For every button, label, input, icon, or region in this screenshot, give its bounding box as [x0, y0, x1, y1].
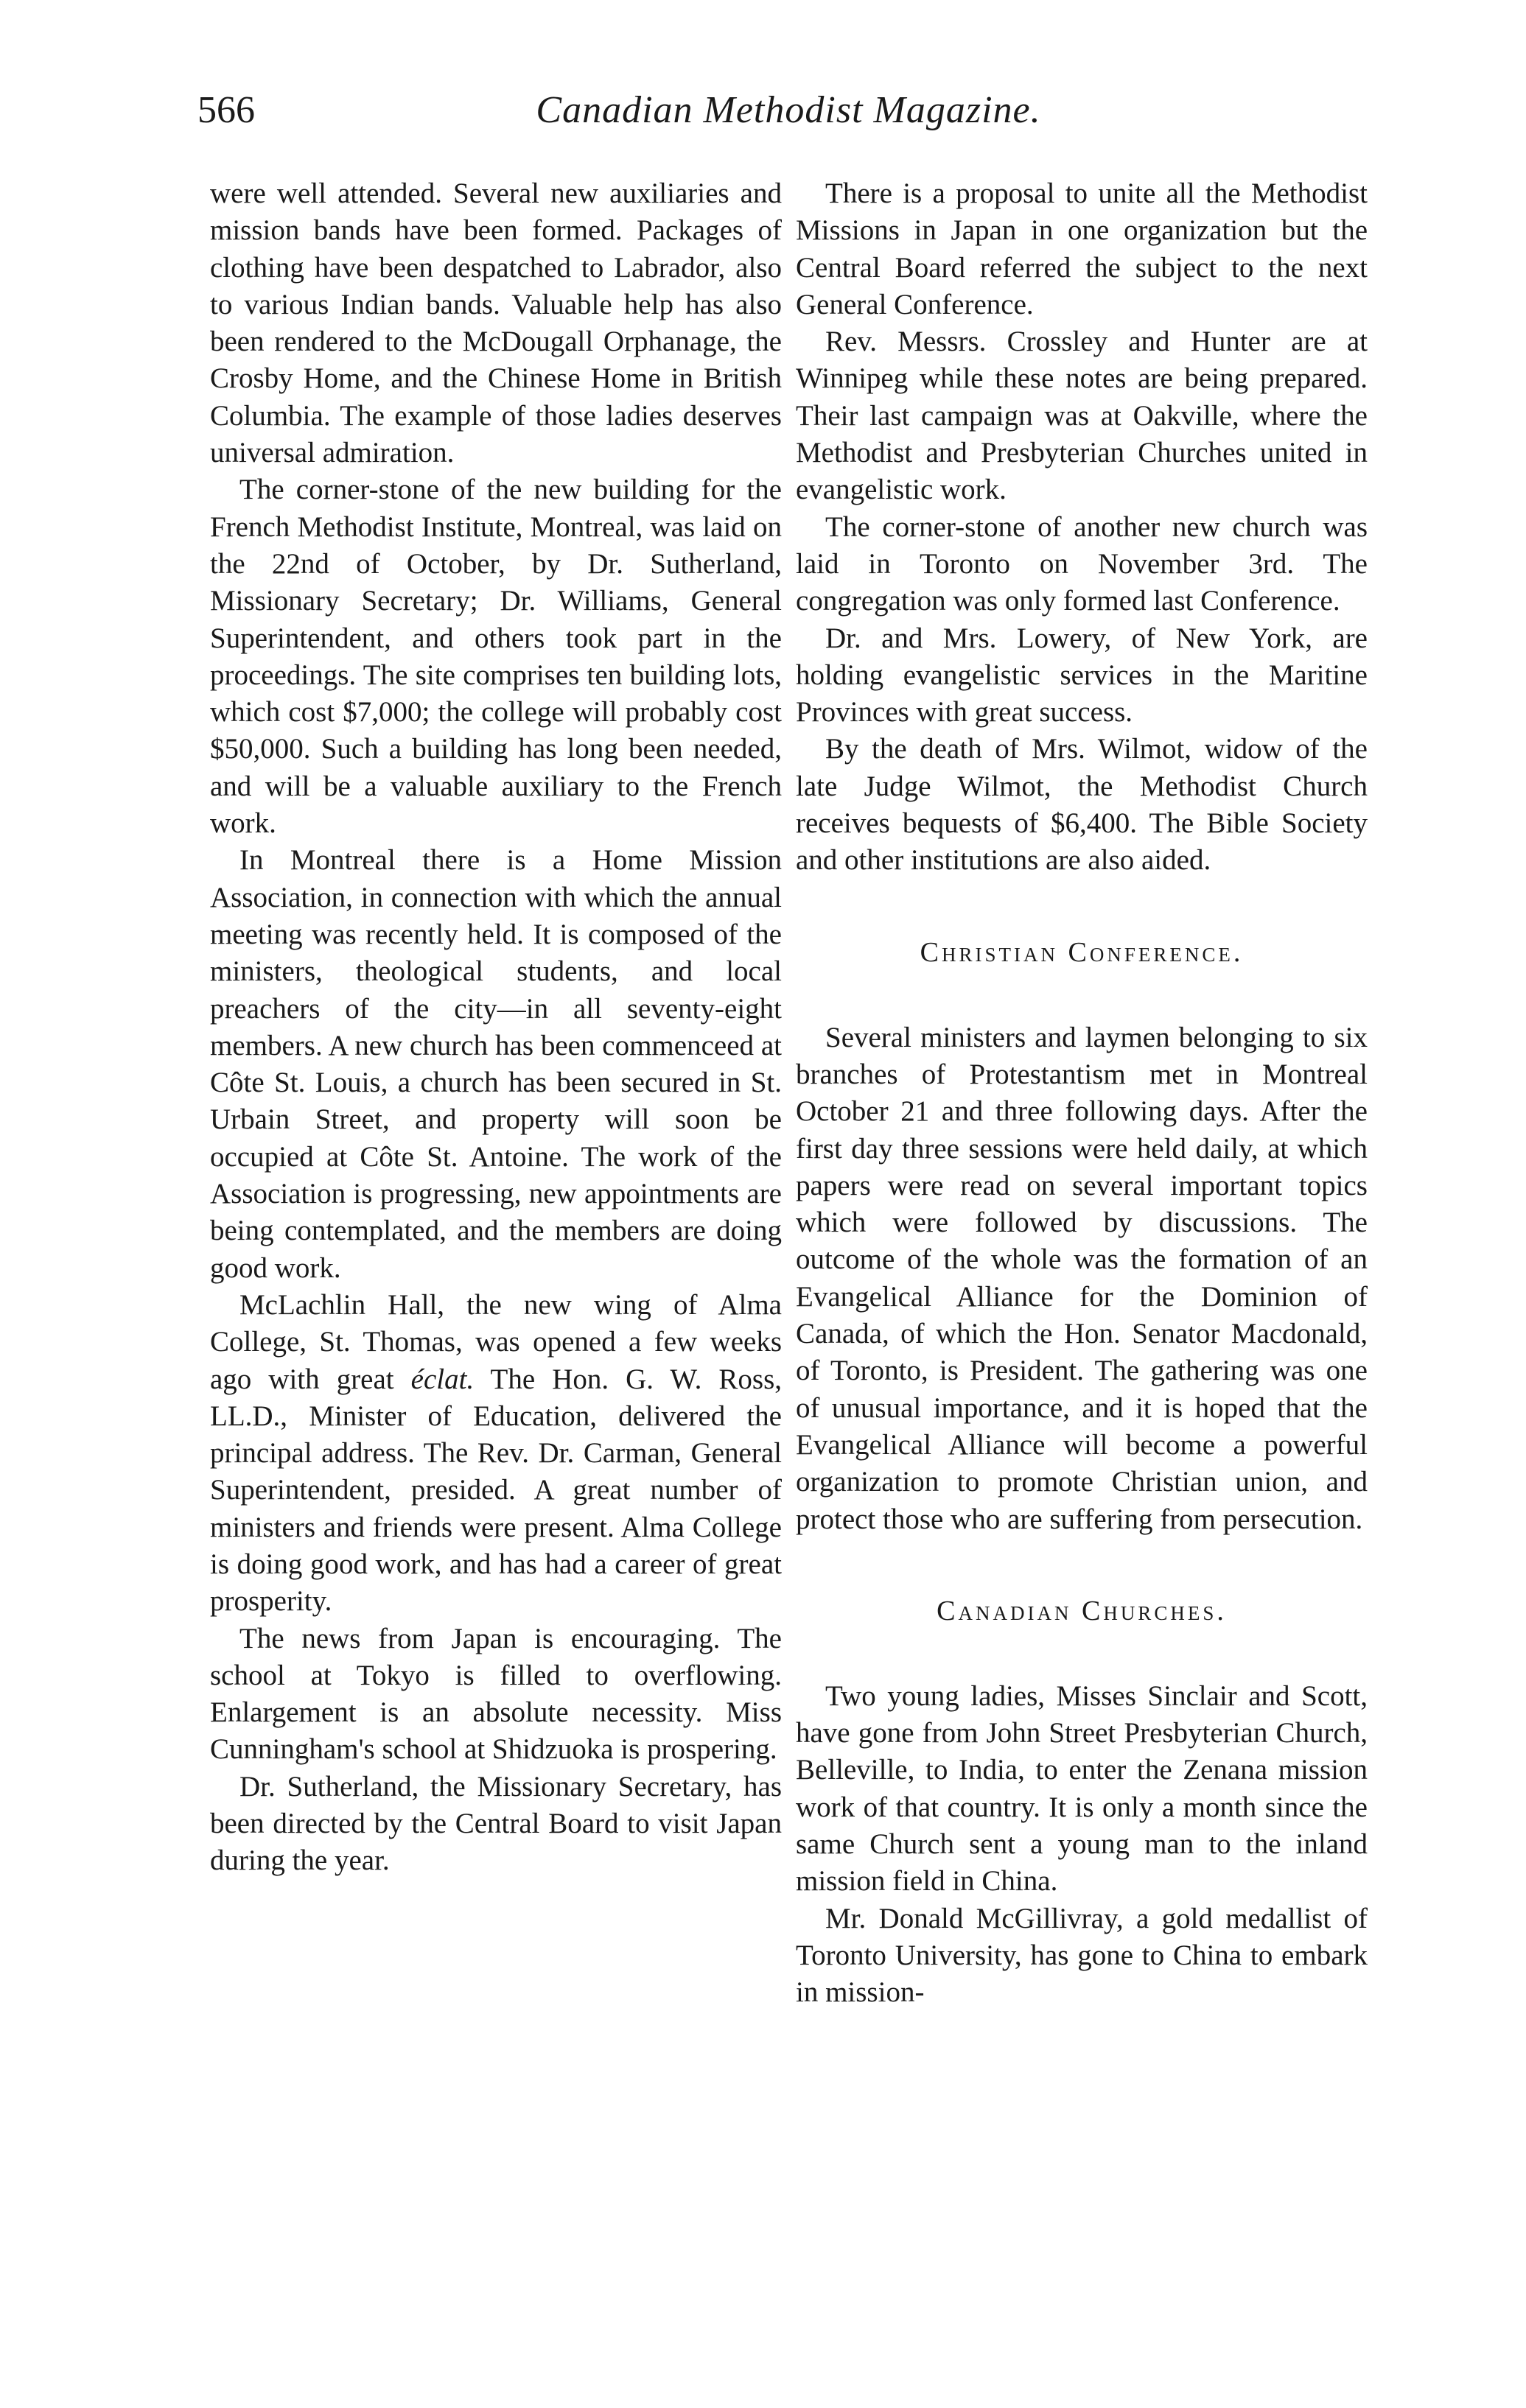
paragraph: The corner-stone of another new church was laid in Toronto on November 3rd. The congregation was only formed last Conference. [796, 510, 1368, 617]
paragraph: There is a proposal to unite all the Methodist Missions in Japan in one organization but the Central Board referred the subject to the next General Conference. [796, 178, 1368, 320]
running-title: Canadian Methodist Magazine. [536, 89, 1041, 131]
paragraph [210, 1287, 782, 1621]
paragraph: Dr. Sutherland, the Missionary Secretary, has been directed by the Central Board to visit Japan during the year. [210, 1770, 782, 1877]
paragraph: By the death of Mrs. Wilmot, widow of the late Judge Wilmot, the Methodist Church receives bequests of $6,400. The Bible Society and other institutions are also aided. [796, 733, 1368, 877]
paragraph: Mr. Donald McGillivray, a gold medallist of Toronto University, has gone to China to embark in mission- [796, 1902, 1368, 2009]
paragraph-text: The Hon. G. W. Ross, LL.D., Minister of Education, delivered the principal address. The Rev. Dr. Carman, General Superintendent, presided. A great number of ministers and friends were present. Alma College is doing good work, and has had a career of great prosperity. [210, 1363, 782, 1618]
page-number: 566 [197, 89, 255, 131]
paragraph: Several ministers and laymen belonging to six branches of Protestantism met in Montreal October 21 and three following days. After the first day three sessions were held daily, at which papers were read on several important topics which were followed by discussions. The outcome of the whole was the formation of an Evangelical Alliance for the Dominion of Canada, of which the Hon. Senator Macdonald, of Toronto, is President. The gathering was one of unusual importance, and it is hoped that the Evangelical Alliance will become a powerful organization to promote Christian union, and protect those who are suffering from persecution. [796, 1021, 1368, 1535]
italic-text: éclat. [410, 1363, 475, 1395]
section-heading: Canadian Churches. [937, 1595, 1227, 1626]
section-heading: Christian Conference. [920, 936, 1244, 968]
paragraph: Dr. and Mrs. Lowery, of New York, are holding evangelistic services in the Maritine Provinces with great success. [796, 622, 1368, 729]
right-column [796, 175, 1368, 2011]
paragraph: Two young ladies, Misses Sinclair and Scott, have gone from John Street Presbyterian Church, Belleville, to India, to enter the Zenana mission work of that country. It is only a month since the same Church sent a young man to the inland mission field in China. [796, 1679, 1368, 1898]
paragraph: In Montreal there is a Home Mission Association, in connection with which the annual meeting was recently held. It is composed of the ministers, theological students, and local preachers of the city—in all seventy-eight members. A new church has been commenceed at Côte St. Louis, a church has been secured in St. Urbain Street, and property will soon be occupied at Côte St. Antoine. The work of the Association is progressing, new appointments are being contemplated, and the members are doing good work. [210, 844, 782, 1284]
left-column [210, 175, 782, 1880]
paragraph: were well attended. Several new auxiliaries and mission bands have been formed. Packages of clothing have been despatched to Labrador, also to various Indian bands. Valuable help has also been rendered to the McDougall Orphanage, the Crosby Home, and the Chinese Home in British Columbia. The example of those ladies deserves universal admiration. [210, 178, 782, 469]
paragraph: The corner-stone of the new building for the French Methodist Institute, Montreal, was laid on the 22nd of October, by Dr. Sutherland, Missionary Secretary; Dr. Williams, General Superintendent, and others took part in the proceedings. The site comprises ten building lots, which cost $7,000; the college will probably cost $50,000. Such a building has long been needed, and will be a valuable auxiliary to the French work. [210, 474, 782, 840]
paragraph: The news from Japan is encouraging. The school at Tokyo is filled to overflowing. Enlargement is an absolute necessity. Miss Cunningham's school at Shidzuoka is prospering. [210, 1622, 782, 1766]
paragraph: Rev. Messrs. Crossley and Hunter are at Winnipeg while these notes are being prepared. Their last campaign was at Oakville, where the Methodist and Presbyterian Churches united in evangelistic work. [796, 326, 1368, 506]
paragraph-text: McLachlin Hall, the new wing of Alma College, St. Thomas, was opened a few weeks ago with great [210, 1288, 782, 1395]
